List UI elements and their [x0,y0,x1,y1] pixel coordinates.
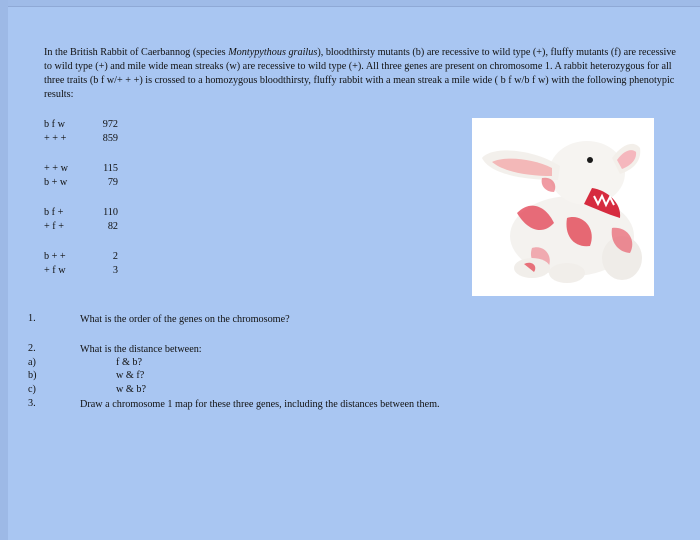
phenotype-row [44,264,118,278]
phenotype-row [44,250,118,264]
question-1-number: 1. [28,313,36,324]
rabbit-eye [587,157,593,163]
genotype-label: + + + [44,133,67,144]
phenotype-row [44,132,118,146]
genotype-label: b f + [44,207,64,218]
question-2-number: 2. [28,343,36,354]
phenotype-row [44,220,118,234]
intro-text-2: ), bloodthirsty mutants (b) are recessive to wild type (+), fluffy mutants (f) are recessive to wild type (+) and mile wide mean streaks (w) are recessive to wild type (+). All three genes are present on chromosome 1. A rabbit heterozygous for all three traits (b f w/+ + +) is crossed to a homozygous bloodthirsty, fluffy rabbit with a mean streak a mile wide ( b f w/b f w) with the following phenotypic results: [44,47,676,100]
phenotype-count: 115 [103,163,118,174]
phenotype-count: 82 [107,221,118,232]
phenotype-count: 972 [102,119,118,130]
phenotype-group-3 [44,206,118,234]
question-1-text: What is the order of the genes on the chromosome? [80,314,290,325]
problem-intro [44,46,684,102]
intro-text-1: In the British Rabbit of Caerbannog (species [44,47,229,58]
genotype-label: + f + [44,221,64,232]
genotype-label: b + w [44,177,68,188]
phenotype-row [44,118,118,132]
bloody-rabbit-image [472,118,654,296]
phenotype-row [44,162,118,176]
phenotype-count: 3 [112,265,118,276]
genotype-label: + + w [44,163,68,174]
subquestion-b-label: b) [28,370,37,381]
left-edge [0,0,8,540]
subquestion-a-label: a) [28,357,36,368]
question-3-text: Draw a chromosome 1 map for these three genes, including the distances between them. [80,399,440,410]
phenotype-group-1 [44,118,118,146]
rabbit-illustration [472,118,654,296]
phenotype-row [44,176,118,190]
phenotype-count: 110 [103,207,118,218]
genotype-label: + f w [44,265,66,276]
subquestion-a-text: f & b? [116,357,143,368]
question-3-number: 3. [28,398,36,409]
phenotype-group-2 [44,162,118,190]
phenotype-count: 859 [102,133,118,144]
subquestion-c-text: w & b? [116,384,146,395]
genotype-label: b f w [44,119,65,130]
rabbit-front-paw [549,263,585,283]
phenotype-count: 79 [107,177,118,188]
genotype-label: b + + [44,251,66,262]
phenotype-group-4 [44,250,118,278]
species-name: Montypythous grailus [228,47,318,58]
phenotype-count: 2 [112,251,118,262]
top-edge [0,0,700,7]
subquestion-b-text: w & f? [116,370,145,381]
question-2-text: What is the distance between: [80,344,202,355]
subquestion-c-label: c) [28,384,36,395]
rabbit-head [549,141,625,205]
phenotype-row [44,206,118,220]
